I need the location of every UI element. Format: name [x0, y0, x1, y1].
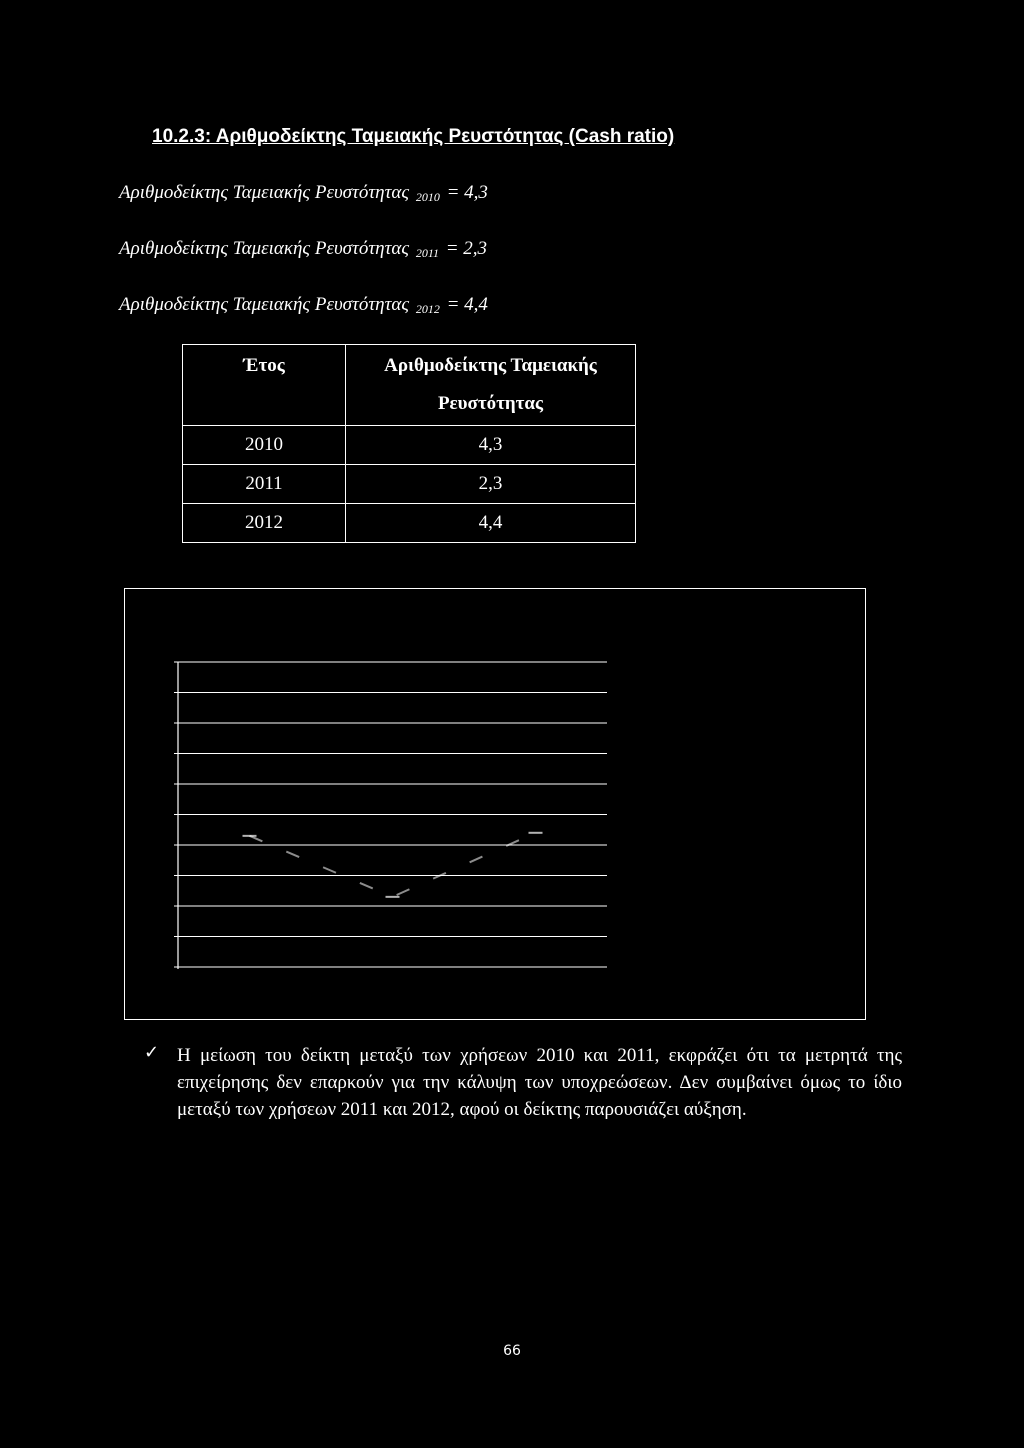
formula-2012: [119, 294, 488, 317]
cell-ratio: 2,3: [346, 465, 636, 504]
cell-year: 2010: [183, 426, 346, 465]
header-ratio: Αριθμοδείκτης Ταμειακής Ρευστότητας: [346, 345, 636, 426]
chart-canvas: [125, 589, 867, 1021]
check-mark-icon: ✓: [144, 1042, 160, 1063]
conclusion-paragraph: Η μείωση του δείκτη μεταξύ των χρήσεων 2010 και 2011, εκφράζει ότι τα μετρητά της επιχείρησης δεν επαρκούν για την κάλυψη των υποχρεώσεων. Δεν συμβαίνει όμως το ίδιο μεταξύ των χρήσεων 2011 και 2012, αφού οι δείκτης παρουσιάζει αύξηση.: [177, 1045, 902, 1120]
table-row: [183, 504, 636, 543]
formula-label: Αριθμοδείκτης Ταμειακής Ρευστότητας: [119, 182, 410, 203]
formula-label: Αριθμοδείκτης Ταμειακής Ρευστότητας: [119, 238, 410, 259]
cell-year: 2012: [183, 504, 346, 543]
series-line: [250, 833, 536, 897]
ratio-table: [182, 344, 636, 543]
table-header-row: [183, 345, 636, 426]
line-chart: [124, 588, 866, 1020]
section-heading: 10.2.3: Αριθμοδείκτης Ταμειακής Ρευστότητας (Cash ratio): [152, 126, 675, 147]
formula-value: = 4,4: [446, 294, 488, 315]
cell-year: 2011: [183, 465, 346, 504]
formula-2011: [119, 238, 487, 261]
formula-value: = 4,3: [446, 182, 488, 203]
header-year: Έτος: [183, 345, 346, 426]
formula-value: = 2,3: [445, 238, 488, 259]
cell-ratio: 4,3: [346, 426, 636, 465]
cell-ratio: 4,4: [346, 504, 636, 543]
table-row: [183, 465, 636, 504]
formula-label: Αριθμοδείκτης Ταμειακής Ρευστότητας: [119, 294, 410, 315]
table-row: [183, 426, 636, 465]
formula-year: 2010: [415, 190, 440, 204]
formula-year: 2012: [415, 302, 440, 316]
formula-2010: [119, 182, 488, 205]
page-number: 66: [503, 1343, 521, 1359]
formula-year: 2011: [415, 246, 439, 260]
